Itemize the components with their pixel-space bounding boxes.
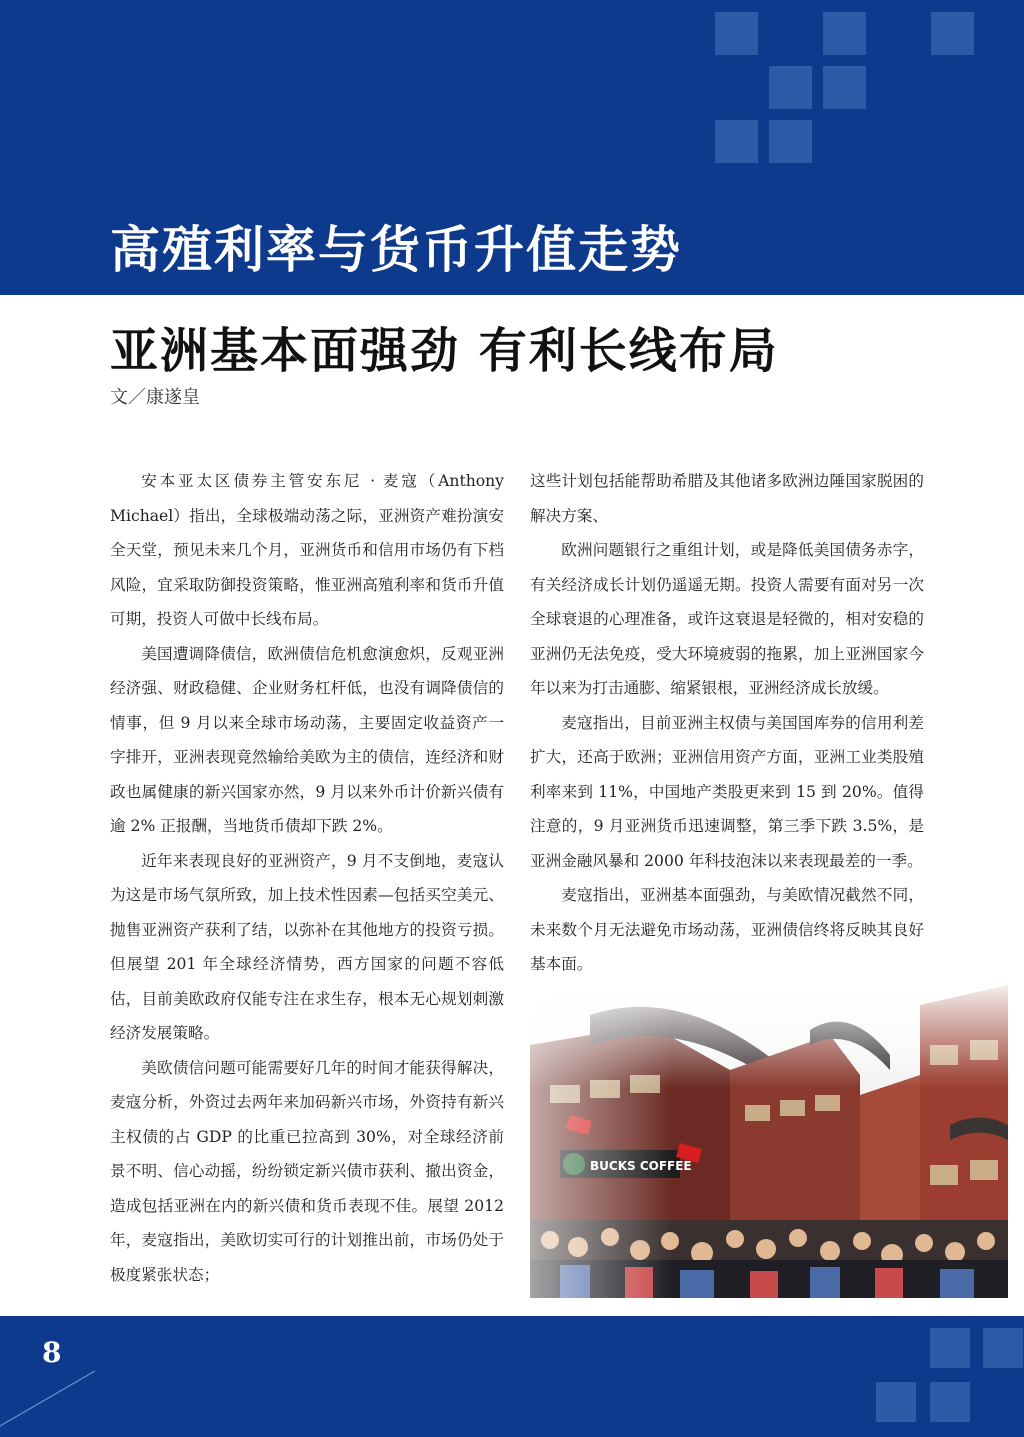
header-band bbox=[0, 0, 1024, 295]
footer-band bbox=[0, 1316, 1024, 1437]
decor-slash bbox=[0, 1316, 110, 1437]
decor-square bbox=[715, 120, 758, 163]
decor-square bbox=[931, 12, 974, 55]
headline: 高殖利率与货币升值走势 bbox=[110, 221, 682, 279]
decor-square bbox=[769, 66, 812, 109]
subheadline: 亚洲基本面强劲 有利长线布局 bbox=[110, 323, 779, 379]
byline: 文／康遂皇 bbox=[110, 387, 200, 408]
paragraph: 麦寇指出，亚洲基本面强劲，与美欧情况截然不同，未来数个月无法避免市场动荡，亚洲债信终将反映其良好基本面。 bbox=[530, 886, 924, 973]
decor-square bbox=[930, 1382, 970, 1422]
paragraph: 安本亚太区债券主管安东尼 · 麦寇（Anthony Michael）指出，全球极端动荡之际，亚洲资产难扮演安全天堂，预见未来几个月，亚洲货币和信用市场仍有下档风险，宜采取防御投资策略，惟亚洲高殖利率和货币升值可期，投资人可做中长线布局。 bbox=[110, 472, 504, 628]
article-column-left bbox=[110, 464, 504, 1292]
page-number: 8 bbox=[42, 1336, 62, 1369]
paragraph: 美国遭调降债信，欧洲债信危机愈演愈炽，反观亚洲经济强、财政稳健、企业财务杠杆低，也没有调降债信的情事，但 9 月以来全球市场动荡，主要固定收益资产一字排开，亚洲表现竟然输给美欧为主的债信，连经济和财政也属健康的新兴国家亦然，9 月以来外币计价新兴债有逾 2% 正报酬，当地货币债却下跌 2%。 bbox=[110, 644, 504, 835]
article-column-right bbox=[530, 464, 924, 982]
decor-square bbox=[823, 66, 866, 109]
decor-square bbox=[983, 1328, 1023, 1368]
street-scene-illustration bbox=[530, 975, 1008, 1298]
decor-square bbox=[876, 1382, 916, 1422]
paragraph: 美欧债信问题可能需要好几年的时间才能获得解决，麦寇分析，外资过去两年来加码新兴市场，外资持有新兴主权债的占 GDP 的比重已拉高到 30%，对全球经济前景不明、信心动摇，纷纷锁定新兴债市获利、撤出资金，造成包括亚洲在内的新兴债和货币表现不佳。展望 2012 年，麦寇指出，美欧切实可行的计划推出前，市场仍处于极度紧张状态； bbox=[110, 1058, 504, 1284]
decor-square bbox=[823, 12, 866, 55]
paragraph: 这些计划包括能帮助希腊及其他诸多欧洲边陲国家脱困的解决方案、 bbox=[530, 472, 924, 525]
article-photo bbox=[530, 975, 1008, 1298]
paragraph: 麦寇指出，目前亚洲主权债与美国国库券的信用利差扩大，还高于欧洲；亚洲信用资产方面，亚洲工业类股殖利率来到 11%，中国地产类股更来到 15 到 20%。值得注意的，9 月亚洲货币迅速调整，第三季下跌 3.5%，是亚洲金融风暴和 2000 年科技泡沫以来表现最差的一季。 bbox=[530, 713, 924, 870]
decor-square bbox=[715, 12, 758, 55]
paragraph: 欧洲问题银行之重组计划，或是降低美国债务赤字，有关经济成长计划仍遥遥无期。投资人需要有面对另一次全球衰退的心理准备，或许这衰退是轻微的，相对安稳的亚洲仍无法免疫，受大环境疲弱的拖累，加上亚洲国家今年以来为打击通膨、缩紧银根，亚洲经济成长放缓。 bbox=[530, 541, 924, 697]
paragraph: 近年来表现良好的亚洲资产，9 月不支倒地，麦寇认为这是市场气氛所致，加上技术性因素—包括买空美元、抛售亚洲资产获利了结，以弥补在其他地方的投资亏损。但展望 201 年全球经济情势，西方国家的问题不容低估，目前美欧政府仅能专注在求生存，根本无心规划刺激经济发展策略。 bbox=[110, 851, 504, 1042]
decor-square bbox=[930, 1328, 970, 1368]
decor-square bbox=[769, 120, 812, 163]
